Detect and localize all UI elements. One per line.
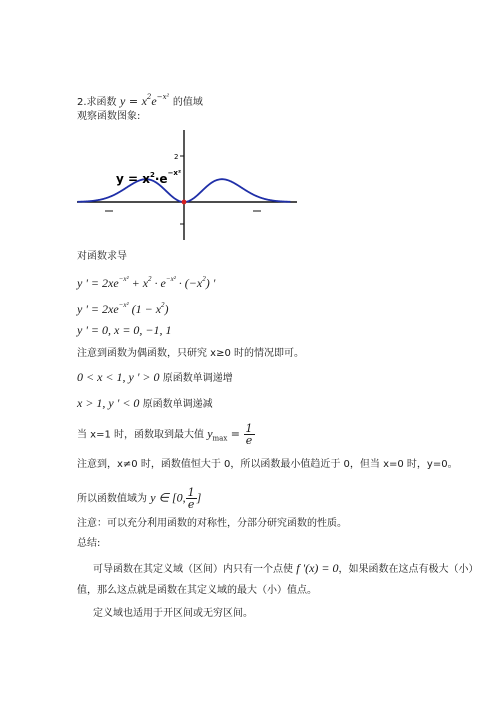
eq2-b-exp: 2 bbox=[161, 301, 165, 309]
range-num: 1 bbox=[187, 486, 195, 499]
max-y: y bbox=[207, 426, 213, 441]
summary-paragraph-1-cont: 值，那么这点就是函数在其定义域的最大（小）值点。 bbox=[77, 585, 317, 596]
range-den: e bbox=[187, 498, 195, 511]
range-prefix: 所以函数值域为 bbox=[77, 493, 151, 505]
graph-label-main: y = x bbox=[116, 172, 150, 186]
observe-text: 观察函数图象: bbox=[77, 111, 141, 122]
graph-label-mid: ·e bbox=[154, 172, 168, 186]
graph-label-exp1: 2 bbox=[149, 171, 155, 179]
summary-paragraph-2: 定义域也适用于开区间或无穷区间。 bbox=[93, 608, 253, 619]
inc-math: 0 < x < 1, y ' > 0 bbox=[77, 370, 160, 384]
equation-2 bbox=[77, 298, 169, 316]
eq2-c: ) bbox=[164, 302, 169, 316]
increasing-interval bbox=[77, 370, 233, 386]
summary-title: 总结: bbox=[77, 538, 101, 549]
eq1-e: ) ' bbox=[205, 276, 216, 290]
max-den: e bbox=[245, 434, 253, 447]
note-even-function: 注意到函数为偶函数，只研究 x≥0 时的情况即可。 bbox=[77, 348, 305, 359]
max-num: 1 bbox=[245, 422, 253, 435]
eq1-c: · e bbox=[151, 276, 166, 290]
function-graph bbox=[77, 126, 297, 244]
eq1-a: y ' = 2xe bbox=[77, 276, 119, 290]
heading-eq: = bbox=[125, 95, 142, 108]
maximum-value bbox=[77, 423, 255, 446]
heading-x: x bbox=[141, 94, 147, 108]
range-close: ] bbox=[196, 490, 202, 505]
dec-math: x > 1, y ' < 0 bbox=[77, 396, 140, 410]
inc-text: 原函数单调递增 bbox=[159, 373, 233, 384]
range-result bbox=[77, 487, 201, 510]
decreasing-interval bbox=[77, 396, 213, 412]
max-eq: = bbox=[227, 427, 244, 441]
max-sub: max bbox=[212, 434, 228, 443]
summary-paragraph-1 bbox=[93, 561, 479, 577]
origin-point bbox=[182, 200, 187, 205]
eq2-b: (1 − x bbox=[128, 302, 162, 316]
heading-suffix: 的值域 bbox=[172, 97, 203, 108]
heading-x-exp: 2 bbox=[146, 93, 152, 101]
max-prefix: 当 x=1 时，函数取到最大值 bbox=[77, 429, 208, 441]
equation-3: y ' = 0, x = 0, −1, 1 bbox=[77, 323, 172, 337]
eq1-b-exp: 2 bbox=[148, 275, 152, 283]
note-positive: 注意到，x≠0 时，函数值恒大于 0，所以函数最小值趋近于 0，但当 x=0 时，y=0。 bbox=[77, 459, 458, 470]
max-fraction bbox=[244, 423, 255, 446]
graph-label-exp2: −x² bbox=[167, 169, 182, 177]
range-math: y ∈ [0, bbox=[150, 490, 186, 505]
y-tick-label: 2 bbox=[174, 153, 179, 161]
range-fraction bbox=[186, 487, 197, 510]
eq1-d: · (−x bbox=[175, 276, 203, 290]
equation-1 bbox=[77, 272, 215, 290]
heading-y: y bbox=[120, 94, 126, 108]
eq1-exp: −x² bbox=[118, 275, 129, 283]
eq1-b: + x bbox=[128, 276, 149, 290]
dec-text: 原函数单调递减 bbox=[139, 399, 213, 410]
eq1-c-exp: −x² bbox=[165, 275, 176, 283]
eq2-a: y ' = 2xe bbox=[77, 302, 119, 316]
summary-p1-math: f '(x) = 0 bbox=[296, 561, 339, 575]
summary-p1-b: ，如果函数在这点有极大（小） bbox=[338, 564, 479, 575]
heading-e-exp: −x² bbox=[156, 93, 170, 101]
eq1-d-exp: 2 bbox=[202, 275, 206, 283]
problem-heading bbox=[77, 90, 203, 110]
eq2-exp: −x² bbox=[118, 301, 129, 309]
summary-p1-a: 可导函数在其定义域（区间）内只有一个点使 bbox=[93, 564, 297, 575]
derivative-heading: 对函数求导 bbox=[77, 251, 127, 262]
heading-prefix: 2.求函数 bbox=[77, 97, 117, 108]
note-symmetry: 注意：可以充分利用函数的对称性，分部分研究函数的性质。 bbox=[77, 518, 347, 529]
heading-e: e bbox=[151, 94, 157, 108]
graph-label bbox=[116, 169, 181, 186]
